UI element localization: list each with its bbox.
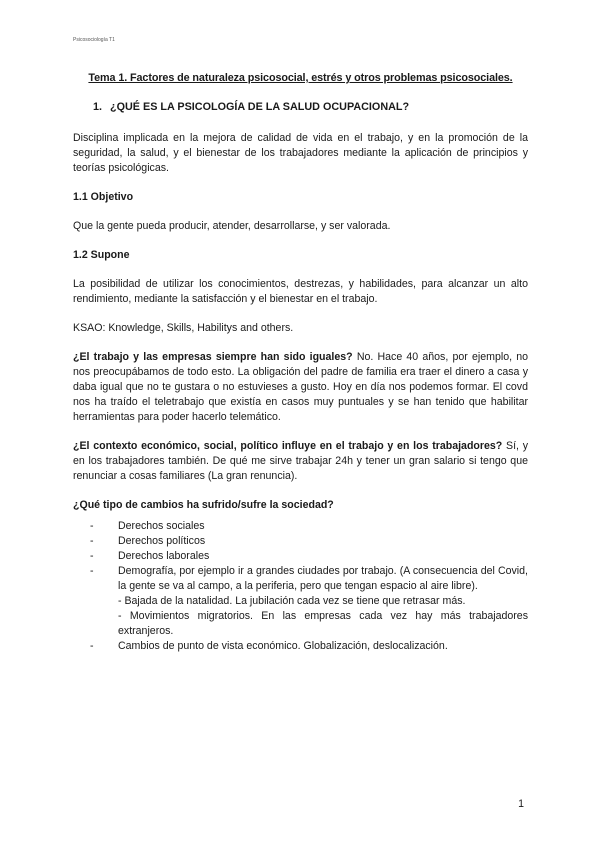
supone-heading: 1.2 Supone — [73, 249, 130, 261]
objetivo-paragraph: Que la gente pueda producir, atender, desarrollarse, y ser valorada. — [73, 220, 391, 232]
sub-item-migracion: - Movimientos migratorios. En las empresas cada vez hay más trabajadores extranjeros. — [118, 610, 528, 637]
bullet-dash: - — [90, 640, 94, 652]
document-title: Tema 1. Factores de naturaleza psicosocial, estrés y otros problemas psicosociales. — [88, 72, 513, 84]
bullet-dash: - — [90, 550, 94, 562]
definition-paragraph: Disciplina implicada en la mejora de calidad de vida en el trabajo, y en la promoción de la seguridad, la salud, y el bienestar de los trabajadores mediante la aplicación de principios y teorías psicológicas. — [73, 132, 528, 174]
section-heading-text: ¿QUÉ ES LA PSICOLOGÍA DE LA SALUD OCUPACIONAL? — [110, 101, 410, 113]
qa-trabajo-question: ¿El trabajo y las empresas siempre han sido iguales? — [73, 351, 353, 363]
bullet-dash: - — [90, 565, 94, 577]
list-item-text: Derechos laborales — [118, 550, 210, 562]
list-item — [73, 534, 528, 549]
list-item-text: Cambios de punto de vista económico. Globalización, deslocalización. — [118, 640, 448, 652]
qa-trabajo-answer: No. Hace 40 años, por ejemplo, no nos preocupábamos de todo esto. La obligación del padre de familia era traer el dinero a casa y daba igual que no te gustara o no estuvieses a gusto. Hoy en día nos podemos formar. El covd nos ha traído el teletrabajo que existía en casos muy puntuales y se han tenido que habilitar herramientas para poder hacerlo telemático. — [73, 351, 529, 423]
list-item — [73, 639, 528, 654]
running-header: Psicosociología T1 — [73, 37, 115, 43]
qa-contexto-question: ¿El contexto económico, social, político influye en el trabajo y en los trabajadores? — [73, 440, 503, 452]
list-item — [73, 549, 528, 564]
cambios-list — [73, 519, 528, 654]
cambios-question: ¿Qué tipo de cambios ha sufrido/sufre la sociedad? — [73, 499, 334, 511]
bullet-dash: - — [90, 520, 94, 532]
list-item-text: Demografía, por ejemplo ir a grandes ciudades por trabajo. (A consecuencia del Covid, la gente se va al campo, a la periferia, pero que tengan espacio al aire libre). — [118, 565, 528, 592]
ksao-paragraph: KSAO: Knowledge, Skills, Habilitys and others. — [73, 322, 294, 334]
document-body — [73, 71, 528, 654]
qa-contexto-answer: Sí, y en los trabajadores también. De qué me sirve trabajar 24h y tener un gran salario si tengo que renunciar a cosas familiares (La gran renuncia). — [73, 440, 528, 482]
list-item — [73, 519, 528, 534]
page-number: 1 — [518, 798, 524, 810]
sub-item-natalidad: - Bajada de la natalidad. La jubilación cada vez se tiene que retrasar más. — [118, 595, 466, 607]
qa-contexto-paragraph — [73, 439, 528, 484]
list-item-text: Derechos políticos — [118, 535, 206, 547]
list-item — [73, 564, 528, 639]
section-number: 1. — [93, 101, 103, 113]
section-heading — [93, 100, 528, 115]
list-item-text: Derechos sociales — [118, 520, 205, 532]
bullet-dash: - — [90, 535, 94, 547]
qa-trabajo-paragraph — [73, 350, 528, 425]
supone-paragraph: La posibilidad de utilizar los conocimientos, destrezas, y habilidades, para alcanzar un alto rendimiento, mediante la satisfacción y el bienestar en el trabajo. — [73, 278, 528, 305]
objetivo-heading: 1.1 Objetivo — [73, 191, 134, 203]
